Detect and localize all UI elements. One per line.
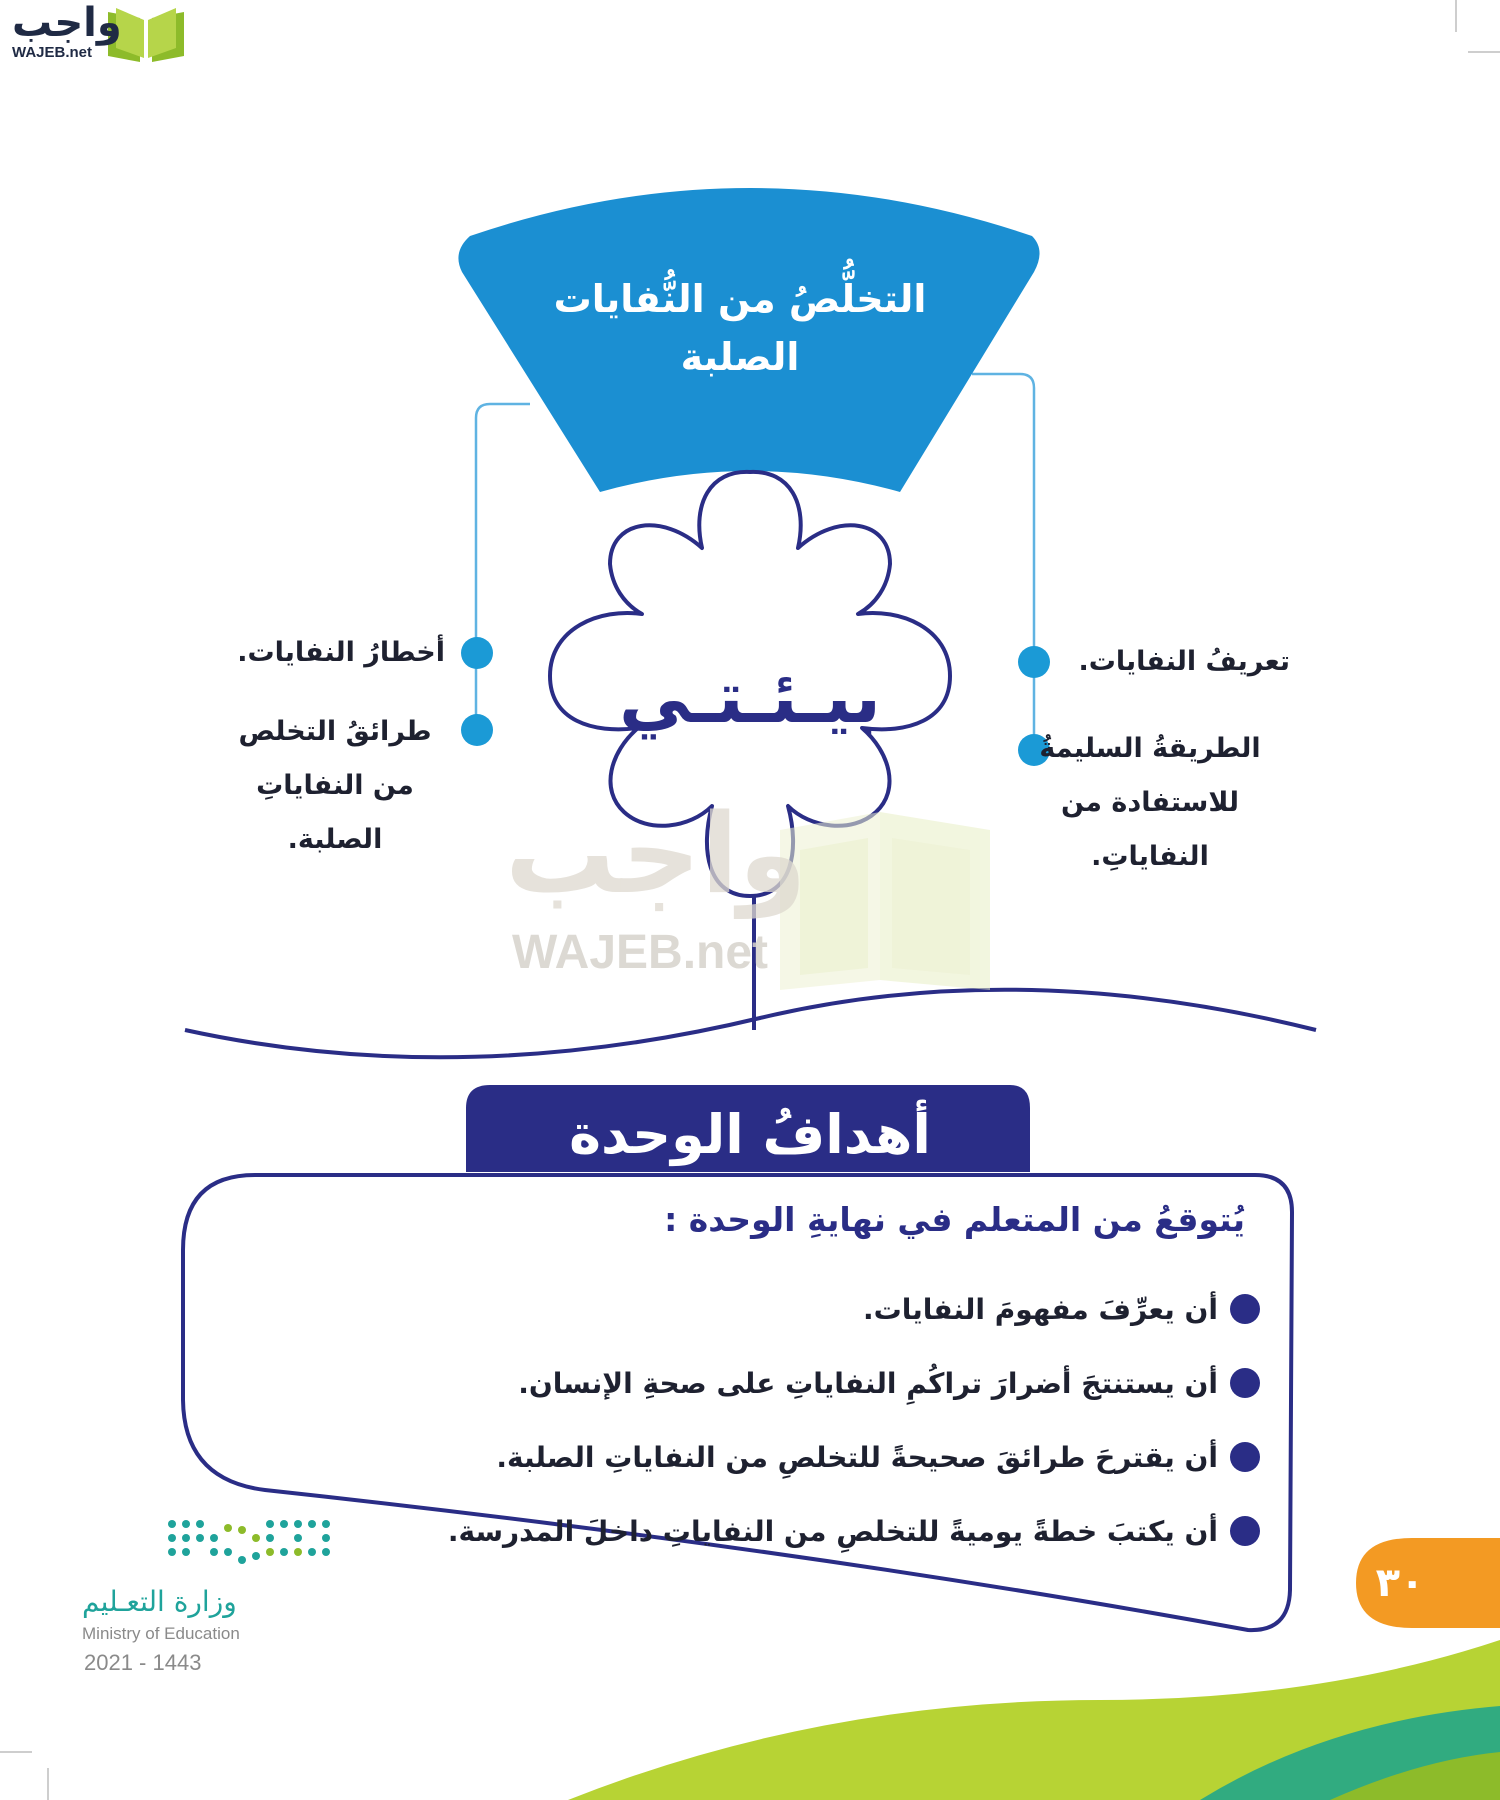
left-topic-1 [225,626,445,680]
objective-text: أن يكتبَ خطةً يوميةً للتخلصِ من النفاياتِ داخلَ المدرسة. [447,1514,1218,1548]
objective-text: أن يقترحَ طرائقَ صحيحةً للتخلصِ من النفاياتِ الصلبة. [496,1440,1218,1474]
left-topic-2-line-1: طرائقُ التخلص [238,716,432,747]
right-topic-2-line-3: النفاياتِ. [1091,841,1209,872]
watermark-text-arabic: واجب [505,790,807,918]
ministry-name-arabic: وزارة التعـليم [82,1585,237,1618]
objectives-header: أهدافُ الوحدة [569,1103,931,1166]
objective-item [360,1420,1260,1494]
banner-title-line-2: الصلبة [680,335,800,379]
right-topic-2-line-1: الطريقةُ السليمةُ [1039,733,1261,764]
logo-text-english: WAJEB.net [12,44,93,61]
right-topic-2-line-2: للاستفادة من [1061,787,1239,818]
ground-line [185,990,1316,1058]
banner-title-line-1: التخلُّصُ من النُّفايات [553,277,927,321]
objectives-intro: يُتوقعُ من المتعلم في نهايةِ الوحدة : [664,1200,1245,1239]
left-topic-1-line-1: أخطارُ النفايات. [237,637,445,668]
bullet-icon [1230,1442,1260,1472]
objective-item [360,1494,1260,1568]
unit-title: بيـئـتـي [619,655,881,739]
right-topic-1 [1030,635,1290,689]
ministry-name-english: Ministry of Education [82,1624,240,1643]
objective-item [360,1346,1260,1420]
page-number: ٣٠ [1375,1560,1425,1606]
bullet-icon [1230,1294,1260,1324]
banner-title [480,270,1000,386]
bullet-icon [1230,1516,1260,1546]
watermark-book-icon [780,812,990,990]
left-topic-2 [225,705,445,867]
watermark-text-english: WAJEB.net [512,926,769,979]
left-dot-2 [461,714,493,746]
bullet-icon [1230,1368,1260,1398]
edition-year: 2021 - 1443 [84,1650,202,1675]
left-topic-2-line-3: الصلبة. [287,824,383,855]
objectives-list [360,1272,1260,1568]
objective-text: أن يستنتجَ أضرارَ تراكُمِ النفاياتِ على صحةِ الإنسان. [518,1366,1218,1400]
right-topic-1-line-1: تعريفُ النفايات. [1078,646,1290,677]
objective-item [360,1272,1260,1346]
ministry-logo-icon [168,1520,330,1564]
right-topic-2 [1020,722,1280,884]
left-dot-1 [461,637,493,669]
objective-text: أن يعرِّفَ مفهومَ النفايات. [862,1292,1218,1326]
left-topic-2-line-2: من النفاياتِ [256,770,414,801]
logo-text-arabic: واجب [12,0,122,46]
